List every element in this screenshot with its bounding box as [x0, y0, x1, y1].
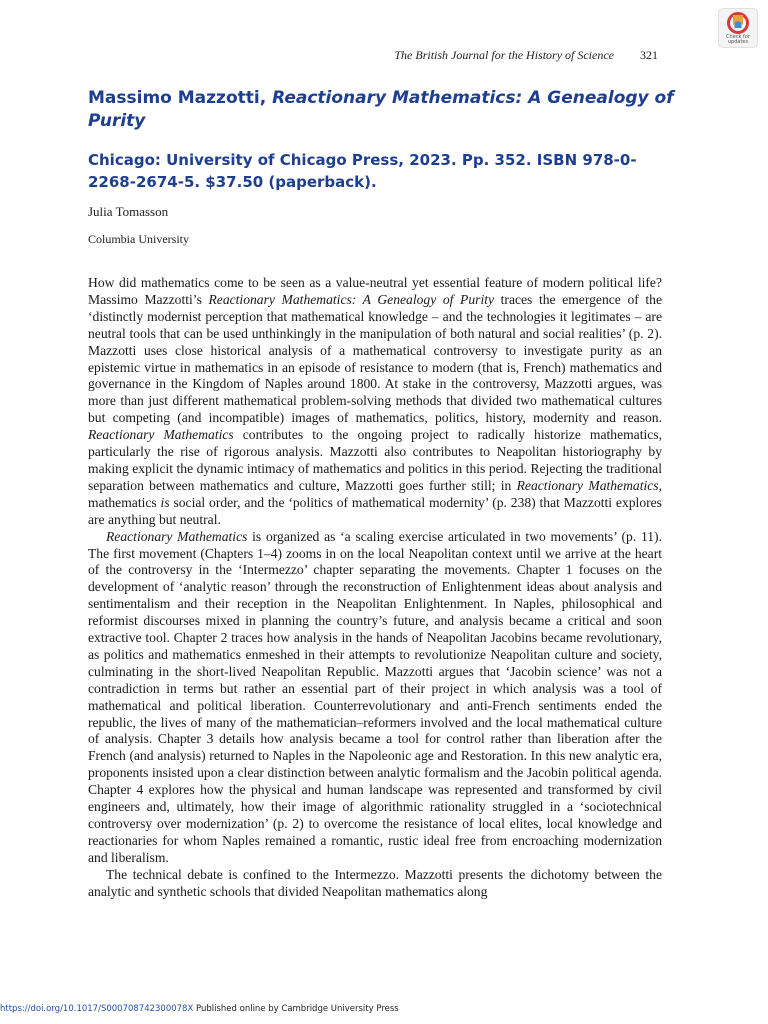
- doi-link[interactable]: https://doi.org/10.1017/S000708742300078X: [0, 1004, 194, 1014]
- check-for-updates-badge[interactable]: [718, 8, 758, 48]
- crossmark-label: Check for updates: [726, 34, 750, 46]
- body-paragraph: [88, 867, 662, 901]
- text-run: , mathematics: [88, 477, 662, 510]
- text-run: social order, and the ‘politics of mathematical modernity’ (p. 238) that Mazzotti explores are anything but neutral.: [88, 494, 662, 527]
- footer: [0, 1004, 768, 1014]
- publisher-note: Published online by Cambridge University Press: [193, 1004, 399, 1014]
- reviewer-affiliation: Columbia University: [88, 232, 189, 246]
- reviewer-name: Julia Tomasson: [88, 204, 169, 219]
- italic-text-run: Reactionary Mathematics: A Genealogy of Purity: [208, 291, 495, 307]
- body-paragraph: [88, 275, 662, 529]
- italic-text-run: Reactionary Mathematics: [106, 528, 248, 544]
- italic-text-run: Reactionary Mathematics: [516, 477, 659, 493]
- review-body: [88, 275, 662, 901]
- text-run: contributes to the ongoing project to radically historize mathematics, particularly the rise of rigorous analysis. Mazzotti also contributes to Neapolitan historiography by making explicit the dynamic intimacy of mathematics and politics in this period. Rejecting the traditional separation between mathematics and culture, Mazzotti goes further still; in: [88, 427, 662, 493]
- text-run: is organized as ‘a scaling exercise articulated in two movements’ (p. 11). The first movement (Chapters 1–4) zooms in on the local Neapolitan context until we arrive at the heart of the controversy in the ‘Intermezzo’ chapter separating the movements. Chapter 1 focuses on the development of ‘analytic reason’ through the reconstruction of Enlightenment ideas about analysis and sentimentalism and their reception in the Neapolitan Enlightenment. In Naples, philosophical and reformist discourses mixed in planning the country’s future, and analysis became a critical and soon extractive tool. Chapter 2 traces how analysis in the hands of Neapolitan Jacobins became revolutionary, as politics and mathematics enmeshed in their attempts to revolutionize Neapolitan culture and society, culminating in the short-lived Neapolitan Republic. Mazzotti argues that ‘Jacobin science’ was not a contradiction in terms but rather an essential part of their project in which analysis was a tool of mathematical and political liberation. Counterrevolutionary and anti-French sentiments ended the republic, the lives of many of the mathematician–reformers involved and the local mathematical culture of analysis. Chapter 3 details how analysis became a tool for control rather than liberation after the French (and analysis) returned to Naples in the Napoleonic age and Restoration. In this new analytic era, proponents insisted upon a clear distinction between analytic formalism and the Jacobin political agenda. Chapter 4 explores how the physical and human landscape was represented and transformed by civil engineers and, ultimately, how their image of algorithmic rationality struggled in a ‘sociotechnical controversy over modernization’ (p. 2) to overcome the resistance of local elites, local knowledge and reactionaries for whom Naples remained a romantic, rustic ideal free from encroaching modernization and liberalism.: [88, 528, 662, 865]
- publication-details: Chicago: University of Chicago Press, 2023. Pp. 352. ISBN 978-0-2268-2674-5. $37.50 (paperback).: [88, 151, 637, 191]
- running-head: [0, 48, 768, 66]
- book-title: Reactionary Mathematics: A Genealogy of Purity: [88, 88, 674, 131]
- crossmark-icon: [727, 12, 749, 34]
- italic-text-run: is: [160, 494, 170, 510]
- review-title: [88, 87, 688, 133]
- text-run: How did mathematics come to be seen as a value-neutral yet essential feature of modern political life? Massimo Mazzotti’s: [88, 275, 662, 307]
- book-author: Massimo Mazzotti,: [88, 88, 267, 108]
- body-paragraph: [88, 529, 662, 867]
- text-run: The technical debate is confined to the Intermezzo. Mazzotti presents the dichotomy between the analytic and synthetic schools that divided Neapolitan mathematics along: [88, 866, 662, 899]
- journal-name: The British Journal for the History of Science: [394, 48, 614, 62]
- page-number: 321: [640, 48, 658, 62]
- text-run: traces the emergence of the ‘distinctly modernist perception that mathematical knowledge – and the technologies it legitimates – are neutral tools that can be used unthinkingly in the manipulation of both natural and social realities’ (p. 2). Mazzotti uses close historical analysis of a mathematical controversy to investigate purity as an epistemic virtue in mathematics in an episode of resistance to modern (that is, French) mathematics and governance in the Kingdom of Naples around 1800. At stake in the controversy, Mazzotti argues, was more than just different mathematical problem-solving methods that divided two mathematical cultures but competing (and incompatible) images of mathematics, politics, history, modernity and reason.: [88, 291, 662, 426]
- italic-text-run: Reactionary Mathematics: [88, 427, 234, 443]
